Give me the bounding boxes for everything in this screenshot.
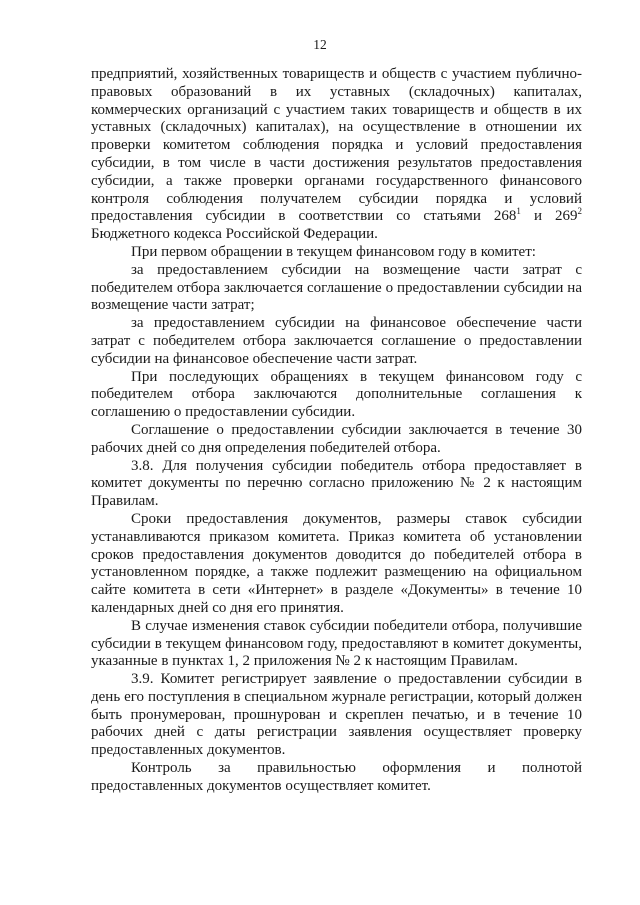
page-number: 12 [313,37,327,52]
paragraph-agreement-deadline: Соглашение о предоставлении субсидии заключается в течение 30 рабочих дней со дня определения победителей отбора. [91,421,582,456]
paragraph-document-deadlines: Сроки предоставления документов, размеры ставок субсидии устанавливаются приказом комитета. Приказ комитета об установлении сроков предоставления документов доводится до победителей отбора в установленном порядке, а также подлежит размещению на официальном сайте комитета в сети «Интернет» в разделе «Документы» в течение 10 календарных дней со дня его принятия. [91,510,582,616]
paragraph-section-3-8: 3.8. Для получения субсидии победитель отбора предоставляет в комитет документы по перечню согласно приложению № 2 к настоящим Правилам. [91,457,582,510]
paragraph-rate-changes: В случае изменения ставок субсидии победители отбора, получившие субсидии в текущем финансовом году, предоставляют в комитет документы, указанные в пунктах 1, 2 приложения № 2 к настоящим Правилам. [91,617,582,670]
paragraph-text: предприятий, хозяйственных товариществ и обществ с участием публично-правовых образований в их уставных (складочных) капиталах, коммерческих организаций с участием таких товариществ и обществ в их уставных (складочных) капиталах), на осуществление в отношении их проверки комитетом соблюдения порядка и условий предоставления субсидии, в том числе в части достижения результатов предоставления субсидии, а также проверки органами государственного финансового контроля соблюдения получателем субсидии порядка и условий предоставления субсидии в соответствии со статьями 268 [91,66,582,225]
paragraph-continuation [91,66,582,244]
superscript-article-268: 1 [516,206,521,217]
document-body [91,66,582,796]
paragraph-reimbursement-agreement: за предоставлением субсидии на возмещение части затрат с победителем отбора заключается соглашение о предоставлении субсидии на возмещение части затрат; [91,261,582,314]
paragraph-first-appeal: При первом обращении в текущем финансовом году в комитет: [131,243,536,260]
paragraph-text-end: Бюджетного кодекса Российской Федерации. [91,226,378,243]
paragraph-subsequent-appeals: При последующих обращениях в текущем финансовом году с победителем отбора заключаются дополнительные соглашения к соглашению о предоставлении субсидии. [91,368,582,421]
paragraph-section-3-9: 3.9. Комитет регистрирует заявление о предоставлении субсидии в день его поступления в специальном журнале регистрации, который должен быть пронумерован, прошнурован и скреплен печатью, и в течение 10 рабочих дней с даты регистрации заявления осуществляет проверку предоставленных документов. [91,671,582,759]
superscript-article-269: 2 [577,206,582,217]
paragraph-text-between: и 269 [520,208,578,225]
paragraph-control: Контроль за правильностью оформления и полнотой предоставленных документов осуществляет комитет. [91,760,582,794]
paragraph-financing-agreement: за предоставлением субсидии на финансовое обеспечение части затрат с победителем отбора заключается соглашение о предоставлении субсидии на финансовое обеспечение части затрат. [91,315,582,367]
